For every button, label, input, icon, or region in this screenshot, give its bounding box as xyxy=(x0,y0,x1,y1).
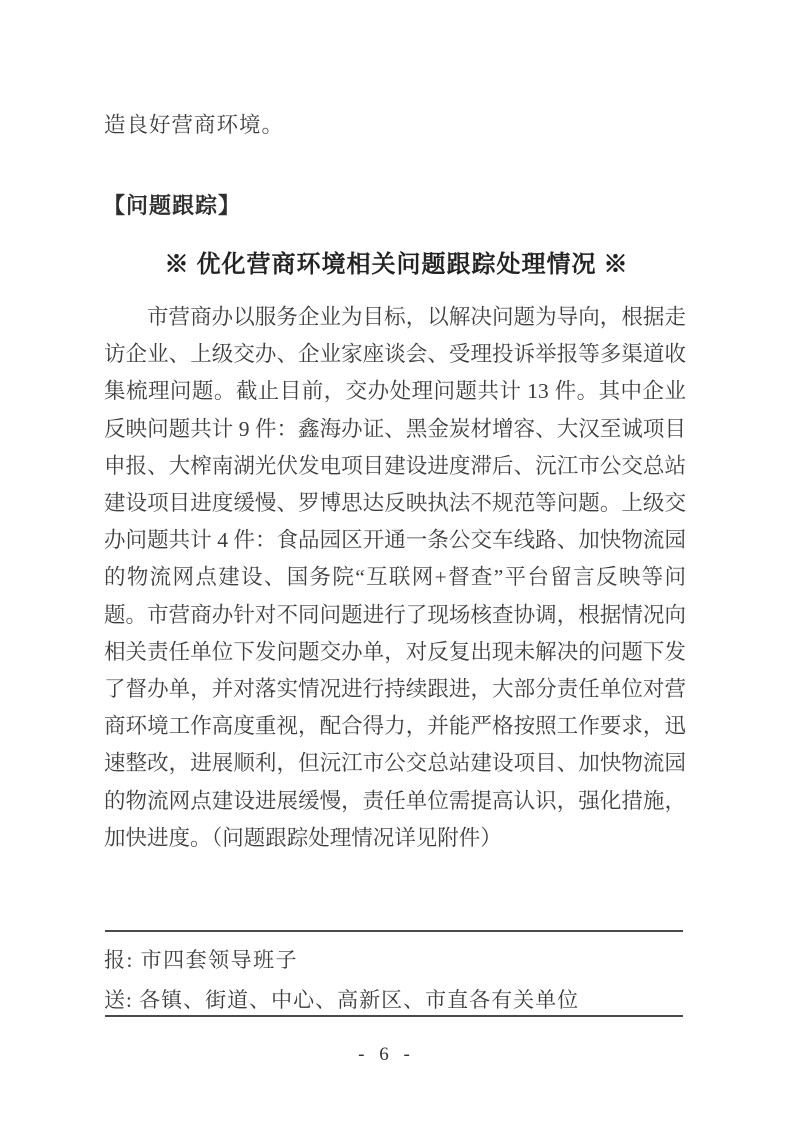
continuation-text: 造良好营商环境。 xyxy=(104,113,285,137)
section-header: 【问题跟踪】 xyxy=(103,193,242,218)
footer-top-rule xyxy=(105,930,683,932)
footer-report-line: 报: 市四套领导班子 xyxy=(104,948,299,972)
page-number: - 6 - xyxy=(358,1044,415,1065)
body-paragraph: 市营商办以服务企业为目标，以解决问题为导向，根据走访企业、上级交办、企业家座谈会、受理投诉举报等多渠道收集梳理问题。截止目前，交办处理问题共计 13 件。其中企业反映问题共计 9 件：鑫海办证、黑金炭材增容、大汉至诚项目申报、大榨南湖光伏发电项目建设进度滞后、沅江市公交总站建设项目进度缓慢、罗博思达反映执法不规范等问题。上级交办问题共计 4 件：食品园区开通一条公交车线路、加快物流园的物流网点建设、国务院“互联网+督查”平台留言反映等问题。市营商办针对不同问题进行了现场核查协调，根据情况向相关责任单位下发问题交办单，对反复出现未解决的问题下发了督办单，并对落实情况进行持续跟进，大部分责任单位对营商环境工作高度重视，配合得力，并能严格按照工作要求，迅速整改，进展顺利，但沅江市公交总站建设项目、加快物流园的物流网点建设进展缓慢，责任单位需提高认识，强化措施，加快进度。（问题跟踪处理情况详见附件） xyxy=(104,305,686,850)
footer-send-line: 送: 各镇、街道、中心、高新区、市直各有关单位 xyxy=(104,988,580,1012)
footer-bottom-rule xyxy=(105,1015,683,1017)
article-title: ※ 优化营商环境相关问题跟踪处理情况 ※ xyxy=(164,252,629,278)
